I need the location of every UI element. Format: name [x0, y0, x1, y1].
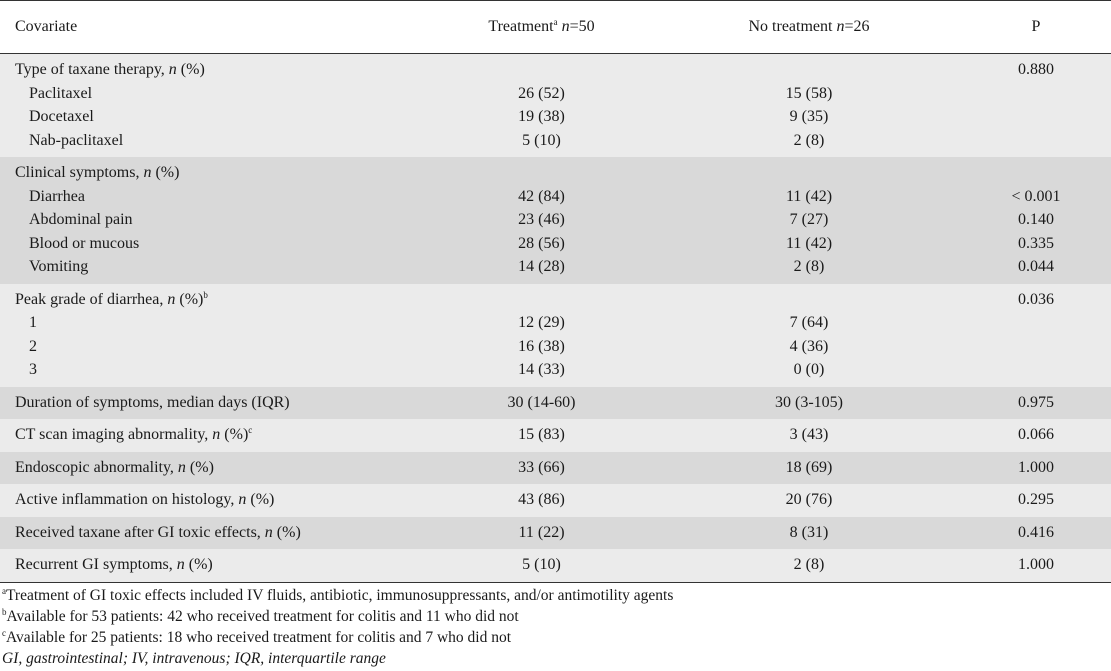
no-treatment-cell: 0 (0)	[793, 361, 825, 378]
header-no-treatment-label: No treatment	[748, 18, 837, 35]
table-row	[0, 58, 1111, 82]
covariate-n: n	[168, 61, 177, 78]
row-group	[0, 54, 1111, 157]
no-treatment-cell: 2 (8)	[793, 258, 825, 275]
treatment-cell: 5 (10)	[522, 556, 561, 573]
treatment-cell: 16 (38)	[518, 337, 565, 355]
p-value-cell: 0.036	[1018, 290, 1054, 308]
treatment-cell: 14 (28)	[518, 258, 565, 275]
no-treatment-cell: 2 (8)	[793, 556, 825, 573]
treatment-cell: 5 (10)	[522, 131, 561, 149]
table-row	[0, 232, 1111, 256]
row-group	[0, 284, 1111, 387]
p-value-cell: 0.880	[1018, 61, 1054, 78]
no-treatment-cell: 15 (58)	[785, 84, 833, 102]
covariate-cell	[0, 456, 426, 480]
footnote-marker: b	[203, 289, 208, 300]
p-value-cell: 0.295	[1018, 491, 1054, 508]
footnote-marker: c	[2, 627, 6, 638]
covariate-suffix: (%)	[246, 491, 275, 508]
treatment-cell: 23 (46)	[518, 211, 565, 228]
footnote-text: GI, gastrointestinal; IV, intravenous; IQR, interquartile range	[2, 649, 386, 667]
covariate-label: Peak grade of diarrhea,	[15, 290, 168, 308]
sub-covariate-cell: Docetaxel	[29, 108, 94, 125]
p-value-cell: 1.000	[1018, 556, 1054, 573]
no-treatment-cell: 7 (27)	[789, 211, 829, 228]
no-treatment-cell: 7 (64)	[789, 314, 829, 331]
covariate-n: n	[212, 426, 221, 443]
sub-covariate-cell: Abdominal pain	[29, 211, 133, 228]
covariate-cell	[0, 288, 426, 312]
footnote-text: Available for 53 patients: 42 who received treatment for colitis and 11 who did not	[6, 607, 519, 625]
header-treatment-n-label: n	[561, 18, 570, 35]
table-row	[0, 82, 1111, 106]
row-group	[0, 549, 1111, 582]
header-treatment-sup: a	[553, 17, 558, 27]
footnote-text: Available for 25 patients: 18 who received treatment for colitis and 7 who did not	[6, 628, 512, 646]
row-group	[0, 419, 1111, 452]
covariate-suffix: (%)	[184, 556, 213, 573]
p-value-cell: 1.000	[1018, 458, 1054, 476]
row-group	[0, 452, 1111, 485]
no-treatment-cell: 3 (43)	[789, 426, 829, 443]
p-value-cell: < 0.001	[1011, 187, 1061, 205]
sub-covariate-cell: Blood or mucous	[29, 234, 140, 252]
sub-covariate-cell: Paclitaxel	[29, 84, 93, 102]
covariate-n: n	[177, 458, 186, 476]
header-covariate: Covariate	[15, 18, 78, 35]
covariate-suffix: (%)	[220, 426, 249, 443]
no-treatment-cell: 11 (42)	[785, 234, 833, 252]
table-row	[0, 553, 1111, 577]
covariate-cell	[0, 58, 426, 82]
table-row	[0, 129, 1111, 153]
footnote-marker: b	[2, 606, 7, 617]
footnote-marker: a	[2, 585, 6, 596]
header-treatment-label: Treatment	[488, 18, 554, 35]
p-value-cell: 0.140	[1018, 211, 1054, 228]
treatment-cell: 15 (83)	[518, 426, 565, 443]
table-row	[0, 391, 1111, 415]
p-value-cell: 0.044	[1018, 258, 1054, 275]
p-value-cell: 0.416	[1018, 523, 1054, 541]
no-treatment-cell: 30 (3-105)	[775, 393, 843, 411]
covariate-cell	[0, 553, 426, 577]
row-group	[0, 517, 1111, 550]
covariate-label: Endoscopic abnormality,	[15, 458, 178, 476]
footnote	[0, 585, 1111, 606]
table-row	[0, 521, 1111, 545]
table-row	[0, 335, 1111, 359]
footnote-text: Treatment of GI toxic effects included IV fluids, antibiotic, immunosuppressants, and/or antimotility agents	[6, 586, 674, 604]
p-value-cell: 0.335	[1018, 234, 1054, 252]
treatment-cell: 12 (29)	[518, 314, 565, 331]
no-treatment-cell: 8 (31)	[789, 523, 829, 541]
table-row	[0, 456, 1111, 480]
covariate-label: Recurrent GI symptoms,	[15, 556, 177, 573]
footnote	[0, 606, 1111, 627]
no-treatment-cell: 11 (42)	[785, 187, 833, 205]
table-row	[0, 488, 1111, 512]
covariate-cell	[0, 488, 426, 512]
covariate-label: Active inflammation on histology,	[15, 491, 239, 508]
sub-covariate-cell: 1	[29, 314, 37, 331]
covariate-cell	[0, 391, 426, 415]
table-row	[0, 423, 1111, 447]
header-p: P	[1031, 18, 1041, 35]
covariate-n: n	[167, 290, 176, 308]
sub-covariate-cell: Diarrhea	[29, 187, 85, 205]
header-no-treatment-n-value: =26	[844, 18, 870, 35]
header-no-treatment	[657, 1, 961, 53]
no-treatment-cell: 20 (76)	[785, 491, 833, 508]
footnote-marker: c	[248, 425, 253, 435]
p-value-cell: 0.066	[1018, 426, 1054, 443]
footnote	[0, 627, 1111, 648]
row-group	[0, 157, 1111, 284]
covariate-label: Received taxane after GI toxic effects,	[15, 523, 265, 541]
covariate-label: CT scan imaging abnormality,	[15, 426, 213, 443]
covariate-cell	[0, 423, 426, 447]
covariate-suffix: (%)	[185, 458, 214, 476]
no-treatment-cell: 9 (35)	[789, 108, 829, 125]
treatment-cell: 33 (66)	[518, 458, 565, 476]
covariate-label: Duration of symptoms, median days (IQR)	[15, 393, 290, 411]
covariate-n: n	[264, 523, 273, 541]
footnotes	[0, 582, 1111, 669]
sub-covariate-cell: Vomiting	[29, 258, 89, 275]
header-no-treatment-n-label: n	[836, 18, 845, 35]
treatment-cell: 30 (14-60)	[507, 393, 576, 411]
row-group	[0, 387, 1111, 420]
covariate-label: Type of taxane therapy,	[15, 61, 169, 78]
covariate-n: n	[238, 491, 247, 508]
sub-covariate-cell: 3	[29, 361, 37, 378]
treatment-cell: 43 (86)	[518, 491, 565, 508]
covariate-suffix: (%)	[175, 290, 204, 308]
covariate-label: Clinical symptoms,	[15, 164, 144, 181]
table-body	[0, 54, 1111, 582]
no-treatment-cell: 18 (69)	[785, 458, 833, 476]
header-treatment-n-value: =50	[569, 18, 595, 35]
sub-covariate-cell: Nab-paclitaxel	[29, 131, 124, 149]
covariate-suffix: (%)	[151, 164, 180, 181]
row-group	[0, 484, 1111, 517]
covariate-cell	[0, 161, 426, 185]
table-row	[0, 208, 1111, 232]
table-row	[0, 185, 1111, 209]
treatment-cell: 26 (52)	[518, 84, 565, 102]
treatment-cell: 11 (22)	[518, 523, 565, 541]
table-row	[0, 358, 1111, 382]
treatment-cell: 28 (56)	[518, 234, 565, 252]
table-header	[0, 0, 1111, 54]
covariate-n: n	[143, 164, 152, 181]
table-row	[0, 311, 1111, 335]
table-row	[0, 255, 1111, 279]
covariate-suffix: (%)	[176, 61, 205, 78]
treatment-cell: 14 (33)	[518, 361, 565, 378]
header-treatment	[426, 1, 657, 53]
table-row	[0, 288, 1111, 312]
covariate-suffix: (%)	[272, 523, 301, 541]
covariate-cell	[0, 521, 426, 545]
table-row	[0, 105, 1111, 129]
table-row	[0, 161, 1111, 185]
treatment-cell: 42 (84)	[518, 187, 565, 205]
no-treatment-cell: 4 (36)	[789, 337, 829, 355]
covariate-n: n	[176, 556, 185, 573]
p-value-cell: 0.975	[1018, 393, 1054, 411]
treatment-cell: 19 (38)	[518, 108, 565, 125]
footnote	[0, 648, 1111, 669]
no-treatment-cell: 2 (8)	[793, 131, 825, 149]
sub-covariate-cell: 2	[29, 337, 37, 355]
